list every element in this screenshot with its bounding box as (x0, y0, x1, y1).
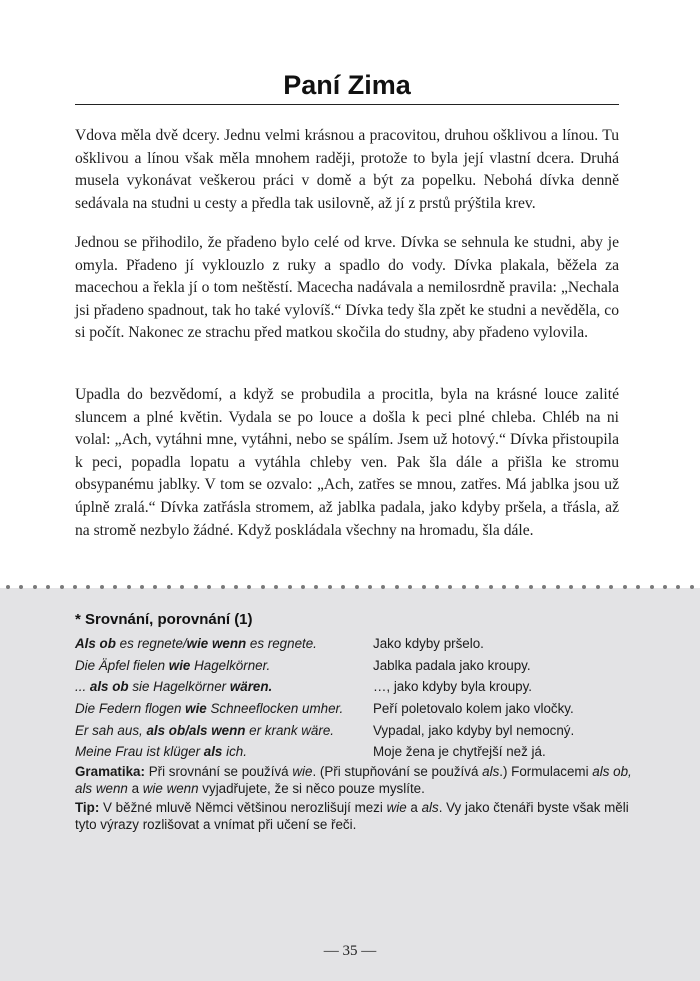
divider-dot (100, 585, 104, 589)
german-example: ... als ob sie Hagelkörner wären. (75, 679, 273, 695)
divider-dot (207, 585, 211, 589)
tip-label: Tip: (75, 800, 100, 815)
divider-dot (234, 585, 238, 589)
divider-dot (86, 585, 90, 589)
divider-dot (502, 585, 506, 589)
divider-dot (167, 585, 171, 589)
page-title: Paní Zima (75, 68, 619, 105)
divider-dot (341, 585, 345, 589)
page-number: — 35 — (323, 943, 377, 959)
divider-dot (19, 585, 23, 589)
divider-dot (368, 585, 372, 589)
divider-dot (60, 585, 64, 589)
divider-dot (435, 585, 439, 589)
german-example: Meine Frau ist klüger als ich. (75, 744, 247, 760)
divider-dot (180, 585, 184, 589)
divider-dot (556, 585, 560, 589)
dotted-divider (6, 585, 694, 591)
divider-dot (288, 585, 292, 589)
divider-dot (650, 585, 654, 589)
divider-dot (623, 585, 627, 589)
czech-translation: Vypadal, jako kdyby byl nemocný. (373, 722, 575, 738)
divider-dot (462, 585, 466, 589)
divider-dot (46, 585, 50, 589)
divider-dot (113, 585, 117, 589)
story-paragraph-2: Jednou se přihodilo, že přadeno bylo celé od krve. Dívka se sehnula ke studni, aby je omyla. Přadeno jí vyklouzlo z ruky a spadlo do vody. Dívka plakala, běžela za macechou a řekla jí o tom neštěstí. Macecha nadávala a nemilosrdně pravila: „Nechala jsi přadeno spadnout, tak ho také vylovíš.“ Dívka tedy šla zpět ke studni a nevěděla, co si počít. Nakonec ze strachu před matkou skočila do studny, aby přadeno vylovila. (75, 234, 619, 342)
divider-dot (153, 585, 157, 589)
divider-dot (328, 585, 332, 589)
german-example: Als ob es regnete/wie wenn es regnete. (75, 636, 317, 651)
czech-translation: Jablka padala jako kroupy. (373, 657, 531, 673)
comparison-row (75, 720, 635, 742)
divider-dot (355, 585, 359, 589)
comparison-row (75, 633, 635, 655)
comparison-row (75, 655, 635, 677)
divider-dot (408, 585, 412, 589)
divider-dot (596, 585, 600, 589)
german-example: Die Äpfel fielen wie Hagelkörner. (75, 657, 271, 673)
czech-translation: Peří poletovalo kolem jako vločky. (373, 701, 574, 717)
divider-dot (529, 585, 533, 589)
story-paragraph-1: Vdova měla dvě dcery. Jednu velmi krásnou a pracovitou, druhou ošklivou a línou. Tu ošklivou a línou však měla mnohem raději, protože to byla její vlastní dcera. Druhá musela vykonávat veškerou práci v domě a být za popelku. Nebohá dívka denně sedávala na studni u cesty a předla tak usilovně, až jí z prstů prýštila krev. (75, 127, 619, 212)
czech-translation: Jako kdyby pršelo. (373, 636, 484, 651)
divider-dot (690, 585, 694, 589)
divider-dot (489, 585, 493, 589)
divider-dot (609, 585, 613, 589)
german-example: Die Federn flogen wie Schneeflocken umher. (75, 701, 344, 717)
divider-dot (569, 585, 573, 589)
divider-dot (542, 585, 546, 589)
divider-dot (140, 585, 144, 589)
divider-dot (301, 585, 305, 589)
divider-dot (515, 585, 519, 589)
tip-text: V běžné mluvě Němci většinou nerozlišují mezi wie a als. Vy jako čtenáři byste však měli tyto výrazy rozlišovat a vnímat při učení se řeči. (75, 800, 629, 832)
divider-dot (6, 585, 10, 589)
comparison-table (75, 633, 635, 763)
grammar-text: Při srovnání se používá wie. (Při stupňování se používá als.) Formulacemi als ob, als wenn a wie wenn vyjadřujete, že si něco pouze myslíte. (75, 764, 632, 796)
divider-dot (127, 585, 131, 589)
czech-translation: …, jako kdyby byla kroupy. (373, 679, 533, 695)
divider-dot (663, 585, 667, 589)
divider-dot (247, 585, 251, 589)
divider-dot (73, 585, 77, 589)
grammar-label: Gramatika: (75, 764, 145, 779)
german-example: Er sah aus, als ob/als wenn er krank wäre. (75, 722, 334, 738)
divider-dot (194, 585, 198, 589)
story-paragraph-3: Upadla do bezvědomí, a když se probudila a procitla, byla na krásné louce zalité sluncem a plné květin. Vydala se po louce a došla k peci plné chleba. Chléb na ni volal: „Ach, vytáhni mne, vytáhni, nebo se spálím. Jsem už hotový.“ Dívka přistoupila k peci, popadla lopatu a vytáhla chleby ven. Pak šla dále a přišla ke stromu obsypanému jablky. V tom se ozvalo: „Ach, zatřes se mnou, zatřes. Má jablka jsou už úplně zralá.“ Dívka zatřásla stromem, až jablka padala, jako kdyby pršela, a třásla, až na stromě nezbylo žádné. Když poskládala všechny na hromadu, šla dále. (75, 386, 619, 539)
divider-dot (448, 585, 452, 589)
grammar-note (75, 764, 635, 798)
divider-dot (676, 585, 680, 589)
box-title: * Srovnání, porovnání (1) (75, 611, 253, 628)
comparison-row (75, 698, 635, 720)
divider-dot (274, 585, 278, 589)
comparison-row (75, 741, 635, 763)
tip-note (75, 800, 635, 834)
divider-dot (261, 585, 265, 589)
divider-dot (475, 585, 479, 589)
divider-dot (33, 585, 37, 589)
czech-translation: Moje žena je chytřejší než já. (373, 744, 546, 760)
divider-dot (314, 585, 318, 589)
divider-dot (395, 585, 399, 589)
divider-dot (422, 585, 426, 589)
divider-dot (221, 585, 225, 589)
divider-dot (582, 585, 586, 589)
comparison-row (75, 676, 635, 698)
divider-dot (636, 585, 640, 589)
divider-dot (381, 585, 385, 589)
